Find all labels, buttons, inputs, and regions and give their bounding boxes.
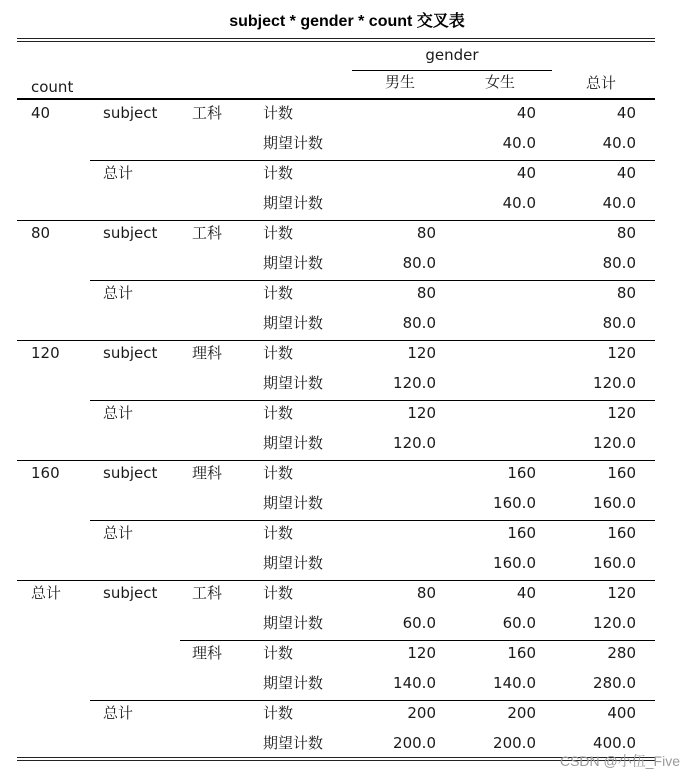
cell-count: 160: [31, 464, 60, 482]
cell-female: 200.0: [493, 734, 536, 752]
cell-statistic: 期望计数: [263, 134, 324, 152]
cell-statistic: 计数: [263, 104, 294, 122]
cell-subject-value: 理科: [192, 644, 223, 662]
cell-subject: subject: [103, 344, 158, 362]
cell-statistic: 计数: [263, 704, 294, 722]
cell-female: 160: [507, 464, 536, 482]
col-header-male: 男生: [384, 73, 415, 91]
cell-male: 80: [416, 224, 436, 242]
cell-total: 120: [607, 404, 636, 422]
cell-count: 40: [31, 104, 51, 122]
cell-total: 160: [607, 524, 636, 542]
cell-female: 160.0: [493, 554, 536, 572]
cell-subject-value: 理科: [192, 464, 223, 482]
cell-total: 120.0: [593, 374, 636, 392]
cell-subject: subject: [103, 464, 158, 482]
cell-female: 40: [516, 104, 536, 122]
cell-count: 总计: [31, 584, 62, 602]
cell-total: 120: [607, 584, 636, 602]
cell-total: 80: [616, 284, 636, 302]
cell-subject-value: 理科: [192, 344, 223, 362]
cell-statistic: 期望计数: [263, 194, 324, 212]
cell-count: 80: [31, 224, 51, 242]
cell-statistic: 计数: [263, 644, 294, 662]
col-header-female: 女生: [484, 73, 515, 91]
row-separator: [90, 700, 655, 701]
row-separator: [17, 220, 655, 221]
cell-total: 160.0: [593, 494, 636, 512]
cell-total: 40: [616, 164, 636, 182]
watermark: CSDN @小伍_Five: [559, 753, 680, 769]
cell-female: 40: [516, 164, 536, 182]
cell-subject: subject: [103, 224, 158, 242]
cell-total: 120.0: [593, 434, 636, 452]
cell-male: 140.0: [393, 674, 436, 692]
cell-subject-value: 工科: [192, 224, 223, 242]
cell-total: 80.0: [602, 314, 636, 332]
row-separator: [17, 580, 655, 581]
cell-total: 40.0: [602, 194, 636, 212]
cell-total: 120: [607, 344, 636, 362]
cell-male: 80.0: [402, 254, 436, 272]
cell-statistic: 计数: [263, 284, 294, 302]
cell-male: 200.0: [393, 734, 436, 752]
col-group-header-gender: gender: [425, 46, 479, 64]
cell-female: 40.0: [502, 194, 536, 212]
cell-subject-value: 工科: [192, 104, 223, 122]
cell-statistic: 期望计数: [263, 614, 324, 632]
cell-male: 80: [416, 584, 436, 602]
header-bottom-rule: [17, 98, 655, 100]
cell-female: 200: [507, 704, 536, 722]
row-separator: [180, 640, 655, 641]
cell-statistic: 期望计数: [263, 494, 324, 512]
cell-statistic: 计数: [263, 404, 294, 422]
cell-total: 120.0: [593, 614, 636, 632]
table-title: subject * gender * count 交叉表: [229, 13, 465, 30]
cell-female: 40: [516, 584, 536, 602]
cell-male: 120.0: [393, 434, 436, 452]
cell-female: 60.0: [502, 614, 536, 632]
cell-subject: 总计: [103, 524, 134, 542]
cell-subject-value: 工科: [192, 584, 223, 602]
cell-male: 80: [416, 284, 436, 302]
row-separator: [17, 460, 655, 461]
cell-statistic: 计数: [263, 524, 294, 542]
cell-statistic: 期望计数: [263, 554, 324, 572]
cell-male: 120: [407, 644, 436, 662]
cell-total: 40: [616, 104, 636, 122]
col-header-total: 总计: [585, 74, 616, 92]
cell-total: 160.0: [593, 554, 636, 572]
cell-total: 80: [616, 224, 636, 242]
cell-female: 160: [507, 524, 536, 542]
cell-statistic: 计数: [263, 224, 294, 242]
cell-male: 120.0: [393, 374, 436, 392]
cell-total: 400.0: [593, 734, 636, 752]
cell-statistic: 计数: [263, 464, 294, 482]
cell-statistic: 计数: [263, 344, 294, 362]
top-double-rule: [17, 38, 655, 42]
cell-female: 160: [507, 644, 536, 662]
cell-total: 400: [607, 704, 636, 722]
cell-male: 120: [407, 404, 436, 422]
cell-statistic: 期望计数: [263, 674, 324, 692]
cell-subject: 总计: [103, 164, 134, 182]
row-separator: [90, 520, 655, 521]
cell-male: 200: [407, 704, 436, 722]
cell-male: 120: [407, 344, 436, 362]
cell-total: 280.0: [593, 674, 636, 692]
cell-male: 60.0: [402, 614, 436, 632]
col-group-underline: [352, 70, 552, 71]
cell-subject: 总计: [103, 284, 134, 302]
row-separator: [90, 160, 655, 161]
cell-subject: subject: [103, 584, 158, 602]
cell-total: 40.0: [602, 134, 636, 152]
row-separator: [90, 280, 655, 281]
cell-count: 120: [31, 344, 60, 362]
cell-statistic: 期望计数: [263, 434, 324, 452]
cell-total: 80.0: [602, 254, 636, 272]
cell-total: 280: [607, 644, 636, 662]
cell-statistic: 计数: [263, 164, 294, 182]
cell-female: 160.0: [493, 494, 536, 512]
cell-statistic: 期望计数: [263, 374, 324, 392]
cell-subject: 总计: [103, 404, 134, 422]
cell-female: 140.0: [493, 674, 536, 692]
cell-male: 80.0: [402, 314, 436, 332]
cell-subject: subject: [103, 104, 158, 122]
cell-statistic: 计数: [263, 584, 294, 602]
row-header-count: count: [31, 78, 74, 96]
cell-statistic: 期望计数: [263, 314, 324, 332]
row-separator: [90, 400, 655, 401]
cell-statistic: 期望计数: [263, 734, 324, 752]
cell-statistic: 期望计数: [263, 254, 324, 272]
cell-total: 160: [607, 464, 636, 482]
cell-subject: 总计: [103, 704, 134, 722]
cell-female: 40.0: [502, 134, 536, 152]
row-separator: [17, 340, 655, 341]
